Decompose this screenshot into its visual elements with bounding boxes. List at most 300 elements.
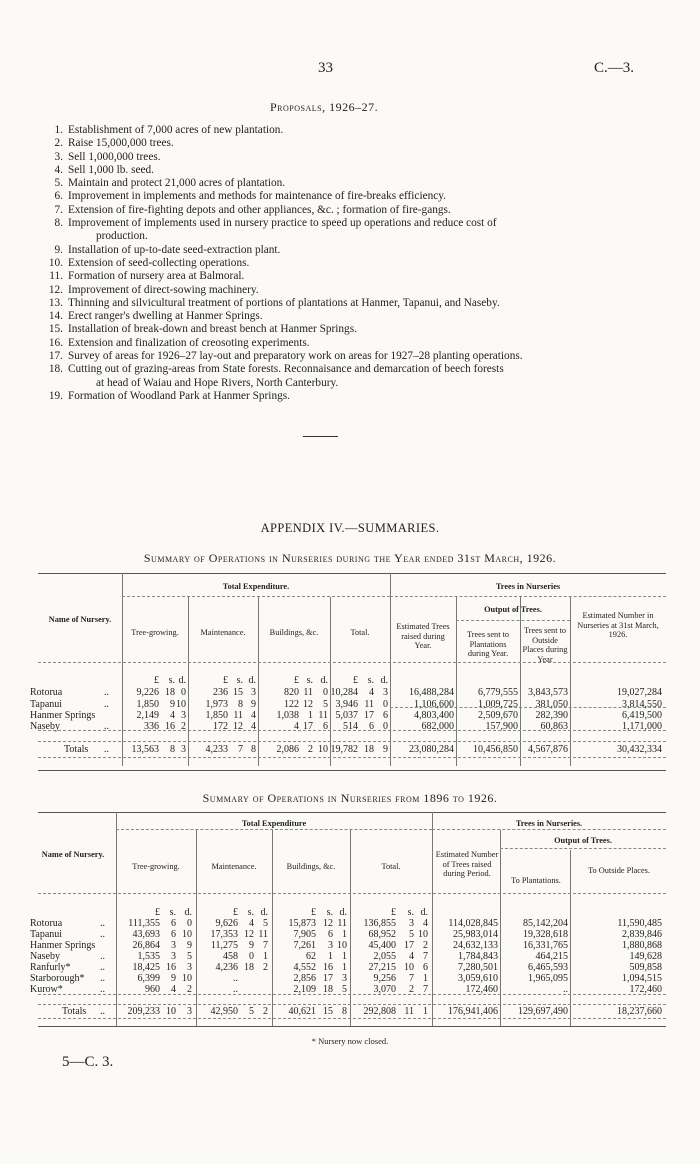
- raised-cell: 4,803,400: [414, 710, 454, 721]
- col-header-tree-growing: Tree-growing.: [132, 862, 180, 871]
- money-cell: 3: [187, 962, 192, 973]
- money-cell: 1: [342, 962, 347, 973]
- money-cell: 7,905: [293, 929, 316, 940]
- unit-label: £: [233, 907, 238, 918]
- proposal-item: [38, 270, 678, 283]
- proposal-item: [38, 257, 678, 270]
- money-cell: 18: [165, 687, 175, 698]
- money-cell: 8: [342, 1006, 347, 1017]
- totals-label: Totals: [64, 744, 89, 755]
- money-cell: 15,873: [288, 918, 316, 929]
- money-cell: 9: [170, 699, 175, 710]
- money-cell: 10,284: [330, 687, 358, 698]
- proposal-item: [38, 124, 678, 137]
- row-leader-dots: ..: [100, 918, 105, 929]
- proposals-list: [38, 124, 678, 403]
- proposal-number: 2.: [54, 137, 63, 150]
- proposal-number: 9.: [54, 243, 63, 256]
- money-cell: 12: [303, 699, 313, 710]
- money-cell: ..: [233, 984, 238, 995]
- money-cell: 17: [323, 973, 333, 984]
- money-cell: 8: [251, 744, 256, 755]
- money-cell: 3: [181, 744, 186, 755]
- money-cell: 10: [318, 744, 328, 755]
- totals-leader-dots: ..: [104, 744, 109, 755]
- proposal-item: [38, 151, 678, 164]
- money-cell: 17: [404, 940, 414, 951]
- money-cell: 2,856: [293, 973, 316, 984]
- unit-label: £: [294, 675, 299, 686]
- money-cell: 1: [342, 951, 347, 962]
- rule-line: [390, 596, 666, 597]
- proposal-continuation: at head of Waiau and Hope Rivers, North Canterbury.: [96, 376, 339, 389]
- totals-label: Totals: [62, 1006, 87, 1017]
- rule-line: [500, 848, 666, 849]
- proposal-number: 11.: [49, 270, 63, 283]
- rule-line: [456, 620, 570, 621]
- money-cell: 2,055: [373, 951, 396, 962]
- proposal-text: Sell 1,000,000 trees.: [68, 150, 161, 163]
- money-cell: 3: [383, 687, 388, 698]
- money-cell: 4,236: [215, 962, 238, 973]
- rule-line: [38, 893, 666, 894]
- money-cell: 3: [409, 918, 414, 929]
- money-cell: 5: [323, 699, 328, 710]
- outside-cell: 11,590,485: [617, 918, 662, 929]
- row-name: Rotorua: [30, 918, 63, 929]
- outside-cell: 381,050: [535, 699, 568, 710]
- money-cell: 1: [328, 951, 333, 962]
- unit-label: d.: [260, 907, 268, 918]
- outside-cell: 3,843,573: [528, 687, 568, 698]
- raised-cell: 1,784,843: [458, 951, 498, 962]
- money-cell: 43,693: [132, 929, 160, 940]
- money-cell: 16: [166, 962, 176, 973]
- money-cell: 0: [323, 687, 328, 698]
- raised-cell: 114,028,845: [448, 918, 498, 929]
- proposal-number: 15.: [48, 323, 63, 336]
- proposal-item: [38, 190, 678, 203]
- footer-reference: 5—C. 3.: [62, 1054, 114, 1070]
- money-cell: 292,808: [363, 1006, 396, 1017]
- proposal-item: [38, 297, 678, 310]
- money-cell: 4: [294, 721, 299, 732]
- proposal-text: Extension and finalization of creosoting experiments.: [68, 336, 310, 349]
- money-cell: 10: [418, 929, 428, 940]
- group-header-expenditure: Total Expenditure: [241, 819, 307, 828]
- footnote: * Nursery now closed.: [311, 1036, 389, 1046]
- money-cell: 5: [187, 951, 192, 962]
- money-cell: 9,226: [136, 687, 159, 698]
- money-cell: 10: [404, 962, 414, 973]
- col-header-maintenance: Maintenance.: [200, 628, 246, 637]
- money-cell: 3,946: [335, 699, 358, 710]
- number-cell: 1,171,000: [622, 721, 662, 732]
- totals-number: 30,432,334: [617, 744, 662, 755]
- row-name: Rotorua: [30, 687, 63, 698]
- appendix-title: APPENDIX IV.—SUMMARIES.: [260, 521, 440, 535]
- row-name: Kurow*: [30, 984, 63, 995]
- totals-raised: 23,080,284: [409, 744, 454, 755]
- money-cell: 4,233: [205, 744, 228, 755]
- proposal-item: [38, 323, 678, 336]
- money-cell: 1: [263, 951, 268, 962]
- money-cell: 1: [342, 929, 347, 940]
- document-reference: C.—3.: [594, 60, 635, 76]
- money-cell: 2: [308, 744, 313, 755]
- money-cell: 209,233: [127, 1006, 160, 1017]
- money-cell: 4: [251, 710, 256, 721]
- money-cell: 13,563: [131, 744, 159, 755]
- proposal-item: [38, 164, 678, 177]
- proposal-item: [38, 217, 678, 230]
- proposal-number: 4.: [54, 163, 63, 176]
- money-cell: 6: [369, 721, 374, 732]
- money-cell: 7: [238, 744, 243, 755]
- money-cell: 0: [383, 699, 388, 710]
- proposal-item: [38, 204, 678, 217]
- col-header-raised: Estimated Number of Trees raised during Period.: [435, 850, 499, 878]
- raised-cell: 24,632,133: [453, 940, 498, 951]
- plantations-cell: 157,900: [485, 721, 518, 732]
- col-header-total: Total.: [381, 862, 401, 871]
- totals-leader-dots: ..: [100, 1006, 105, 1017]
- money-cell: 11: [404, 1006, 414, 1017]
- money-cell: 18: [244, 962, 254, 973]
- proposal-text: Maintain and protect 21,000 acres of plantation.: [68, 177, 286, 190]
- proposal-number: 16.: [48, 336, 63, 349]
- proposal-text: Survey of areas for 1926–27 lay-out and preparatory work on areas for 1927–28 planting operations.: [68, 350, 523, 363]
- money-cell: 4: [170, 710, 175, 721]
- group-header-output: Output of Trees.: [484, 605, 542, 614]
- money-cell: 12: [233, 721, 243, 732]
- raised-cell: 682,000: [421, 721, 454, 732]
- money-cell: 2: [263, 1006, 268, 1017]
- col-header-name: Name of Nursery.: [41, 850, 105, 859]
- money-cell: ..: [233, 973, 238, 984]
- totals-outside: 18,237,660: [617, 1006, 662, 1017]
- proposal-number: 17.: [48, 350, 63, 363]
- rule-line: [38, 1026, 666, 1027]
- proposal-number: 13.: [48, 296, 63, 309]
- unit-label: d.: [420, 907, 428, 918]
- raised-cell: 1,106,600: [414, 699, 454, 710]
- col-header-outside: Trees sent to Outside Places during Year: [522, 626, 568, 664]
- money-cell: 7: [423, 951, 428, 962]
- rule-line: [38, 812, 666, 813]
- money-cell: 820: [284, 687, 299, 698]
- outside-cell: 2,839,846: [622, 929, 662, 940]
- row-leader-dots: ..: [104, 687, 109, 698]
- proposal-item: [38, 390, 678, 403]
- proposal-text: Establishment of 7,000 acres of new plantation.: [68, 124, 284, 136]
- proposal-number: 14.: [48, 310, 63, 323]
- unit-label: s.: [306, 675, 313, 686]
- money-cell: 122: [284, 699, 299, 710]
- money-cell: 11: [337, 918, 347, 929]
- money-cell: 3: [187, 1006, 192, 1017]
- money-cell: 12: [244, 929, 254, 940]
- proposal-item: [38, 137, 678, 150]
- proposal-text: Erect ranger's dwelling at Hanmer Springs.: [68, 310, 263, 323]
- money-cell: 15: [323, 1006, 333, 1017]
- unit-label: £: [353, 675, 358, 686]
- row-leader-dots: ..: [104, 699, 109, 710]
- money-cell: 18: [323, 984, 333, 995]
- unit-label: d.: [248, 675, 256, 686]
- money-cell: 4: [171, 984, 176, 995]
- proposal-item: [38, 337, 678, 350]
- money-cell: 1: [308, 710, 313, 721]
- money-cell: 4: [369, 687, 374, 698]
- money-cell: 26,864: [132, 940, 160, 951]
- plantations-cell: 464,215: [535, 951, 568, 962]
- column-rule: [122, 573, 123, 766]
- raised-cell: 3,059,610: [458, 973, 498, 984]
- money-cell: 10: [337, 940, 347, 951]
- money-cell: 1,038: [276, 710, 299, 721]
- rule-line: [38, 741, 666, 742]
- money-cell: 1,850: [136, 699, 159, 710]
- proposal-number: 3.: [54, 150, 63, 163]
- money-cell: 7: [263, 940, 268, 951]
- unit-label: s.: [247, 907, 254, 918]
- unit-label: s.: [326, 907, 333, 918]
- rule-line: [38, 757, 666, 758]
- unit-label: s.: [367, 675, 374, 686]
- unit-label: d.: [320, 675, 328, 686]
- money-cell: 1,973: [205, 699, 228, 710]
- totals-plantations: 129,697,490: [518, 1006, 568, 1017]
- money-cell: 18: [364, 744, 374, 755]
- row-leader-dots: ..: [100, 962, 105, 973]
- proposal-number: 18.: [48, 363, 63, 376]
- money-cell: 236: [213, 687, 228, 698]
- proposal-item: [38, 284, 678, 297]
- money-cell: 8: [170, 744, 175, 755]
- totals-raised: 176,941,406: [448, 1006, 498, 1017]
- plantations-cell: 19,328,618: [523, 929, 568, 940]
- money-cell: 4: [251, 721, 256, 732]
- raised-cell: 16,488,284: [409, 687, 454, 698]
- row-name: Naseby: [30, 721, 60, 732]
- totals-plantations: 10,456,850: [473, 744, 518, 755]
- money-cell: 2: [423, 940, 428, 951]
- outside-cell: 1,094,515: [622, 973, 662, 984]
- money-cell: 960: [145, 984, 160, 995]
- money-cell: 11: [233, 710, 243, 721]
- col-header-outside: To Outside Places.: [588, 866, 650, 875]
- rule-line: [432, 829, 666, 830]
- proposal-number: 12.: [48, 283, 63, 296]
- money-cell: 2,149: [136, 710, 159, 721]
- money-cell: 458: [223, 951, 238, 962]
- money-cell: 1,850: [205, 710, 228, 721]
- group-header-output: Output of Trees.: [554, 836, 612, 845]
- row-name: Tapanui: [30, 929, 63, 940]
- money-cell: 10: [166, 1006, 176, 1017]
- row-name: Naseby: [30, 951, 60, 962]
- proposal-number: 10.: [48, 256, 63, 269]
- money-cell: 11,275: [210, 940, 238, 951]
- outside-cell: 509,858: [629, 962, 662, 973]
- money-cell: 136,855: [363, 918, 396, 929]
- plantations-cell: 6,465,593: [528, 962, 568, 973]
- money-cell: 3: [171, 940, 176, 951]
- row-name: Ranfurly*: [30, 962, 71, 973]
- proposal-number: 19.: [48, 389, 63, 402]
- money-cell: 3: [181, 710, 186, 721]
- money-cell: 16: [323, 962, 333, 973]
- col-header-raised: Estimated Trees raised during Year.: [396, 622, 450, 650]
- proposal-text: Thinning and silvicultural treatment of portions of plantations at Hanmer, Tapanui, and Naseby.: [68, 296, 500, 309]
- group-header-expenditure: Total Expenditure.: [222, 582, 290, 591]
- row-leader-dots: ..: [100, 973, 105, 984]
- money-cell: 7: [423, 984, 428, 995]
- money-cell: 2,109: [293, 984, 316, 995]
- money-cell: 17,353: [210, 929, 238, 940]
- outside-cell: 1,880,868: [622, 940, 662, 951]
- unit-label: d.: [184, 907, 192, 918]
- money-cell: 0: [249, 951, 254, 962]
- money-cell: 11: [258, 929, 268, 940]
- proposal-text: Improvement of direct-sowing machinery.: [68, 283, 259, 296]
- plantations-cell: 6,779,555: [478, 687, 518, 698]
- rule-line: [38, 573, 666, 574]
- outside-cell: 149,628: [629, 951, 662, 962]
- money-cell: 5: [263, 918, 268, 929]
- money-cell: 18,425: [132, 962, 160, 973]
- proposal-number: 6.: [54, 190, 63, 203]
- unit-label: d.: [339, 907, 347, 918]
- money-cell: 6: [323, 721, 328, 732]
- proposal-number: 8.: [54, 217, 63, 230]
- col-header-plantations: Trees sent to Plantations during Year.: [466, 630, 510, 658]
- proposal-text: Raise 15,000,000 trees.: [68, 137, 174, 150]
- proposal-text: Cutting out of grazing-areas from State forests. Reconnaisance and demarcation of beech forests: [68, 363, 504, 376]
- col-header-total: Total.: [350, 628, 370, 637]
- number-cell: 19,027,284: [617, 687, 662, 698]
- plantations-cell: 1,009,725: [478, 699, 518, 710]
- col-header-buildings: Buildings, &c.: [269, 628, 319, 637]
- money-cell: 1: [423, 1006, 428, 1017]
- proposal-text: Extension of fire-fighting depots and other appliances, &c. ; formation of fire-gangs.: [68, 203, 451, 216]
- row-leader-dots: ..: [100, 929, 105, 940]
- proposal-text: Formation of nursery area at Balmoral.: [68, 270, 245, 283]
- money-cell: 9: [171, 973, 176, 984]
- money-cell: 9,256: [373, 973, 396, 984]
- money-cell: 514: [343, 721, 358, 732]
- money-cell: 10: [182, 973, 192, 984]
- money-cell: 10: [176, 699, 186, 710]
- money-cell: 2: [181, 721, 186, 732]
- money-cell: 11: [318, 710, 328, 721]
- money-cell: 336: [144, 721, 159, 732]
- money-cell: 2: [187, 984, 192, 995]
- money-cell: 5,037: [335, 710, 358, 721]
- money-cell: 11: [364, 699, 374, 710]
- money-cell: 7: [409, 973, 414, 984]
- proposal-text: Improvement in implements and methods for maintenance of fire-breaks efficiency.: [68, 190, 446, 203]
- totals-outside: 4,567,876: [528, 744, 568, 755]
- proposal-item: [38, 363, 678, 376]
- money-cell: 6: [383, 710, 388, 721]
- proposal-number: 1.: [54, 124, 63, 136]
- money-cell: 1: [423, 973, 428, 984]
- rule-line: [38, 770, 666, 771]
- raised-cell: 25,983,014: [453, 929, 498, 940]
- unit-label: £: [311, 907, 316, 918]
- plantations-cell: 1,965,095: [528, 973, 568, 984]
- raised-cell: 172,460: [465, 984, 498, 995]
- proposal-item: [38, 177, 678, 190]
- money-cell: 17: [364, 710, 374, 721]
- rule-line: [38, 662, 666, 663]
- proposal-item: [38, 310, 678, 323]
- money-cell: 42,950: [210, 1006, 238, 1017]
- unit-label: £: [223, 675, 228, 686]
- col-header-maintenance: Maintenance.: [211, 862, 257, 871]
- money-cell: 9: [251, 699, 256, 710]
- proposal-text: Formation of Woodland Park at Hanmer Springs.: [68, 389, 290, 402]
- page-number: 33: [318, 60, 333, 76]
- unit-label: £: [155, 907, 160, 918]
- proposal-text: Improvement of implements used in nursery practice to speed up operations and reduce cost of: [68, 217, 497, 230]
- money-cell: 2: [409, 984, 414, 995]
- summary-year-title: Summary of Operations in Nurseries during the Year ended 31st March, 1926.: [143, 551, 557, 565]
- money-cell: 5: [342, 984, 347, 995]
- rule-line: [116, 829, 432, 830]
- money-cell: 45,400: [368, 940, 396, 951]
- number-cell: 3,814,550: [622, 699, 662, 710]
- money-cell: 2: [263, 962, 268, 973]
- money-cell: 9: [249, 940, 254, 951]
- money-cell: 2,086: [276, 744, 299, 755]
- money-cell: 6: [171, 929, 176, 940]
- proposal-number: 5.: [54, 177, 63, 190]
- row-leader-dots: ..: [100, 951, 105, 962]
- money-cell: 6: [328, 929, 333, 940]
- proposal-continuation: production.: [96, 230, 148, 243]
- money-cell: 68,952: [368, 929, 396, 940]
- plantations-cell: 2,509,670: [478, 710, 518, 721]
- col-header-tree-growing: Tree-growing.: [131, 628, 179, 637]
- raised-cell: 7,280,501: [458, 962, 498, 973]
- number-cell: 6,419,500: [622, 710, 662, 721]
- money-cell: 9: [383, 744, 388, 755]
- row-leader-dots: ..: [104, 721, 109, 732]
- money-cell: 7,261: [293, 940, 316, 951]
- money-cell: 19,782: [330, 744, 358, 755]
- money-cell: 27,215: [368, 962, 396, 973]
- money-cell: 0: [181, 687, 186, 698]
- money-cell: 4,552: [293, 962, 316, 973]
- unit-label: s.: [169, 907, 176, 918]
- money-cell: 3: [342, 973, 347, 984]
- money-cell: 62: [306, 951, 316, 962]
- money-cell: 10: [182, 929, 192, 940]
- outside-cell: 282,390: [535, 710, 568, 721]
- plantations-cell: ..: [563, 984, 568, 995]
- plantations-cell: 85,142,204: [523, 918, 568, 929]
- money-cell: 0: [187, 918, 192, 929]
- proposal-item: [38, 350, 678, 363]
- unit-label: s.: [168, 675, 175, 686]
- money-cell: 3,070: [373, 984, 396, 995]
- row-name: Tapanui: [30, 699, 63, 710]
- money-cell: 1,535: [137, 951, 160, 962]
- proposal-text: Installation of up-to-date seed-extraction plant.: [68, 243, 281, 256]
